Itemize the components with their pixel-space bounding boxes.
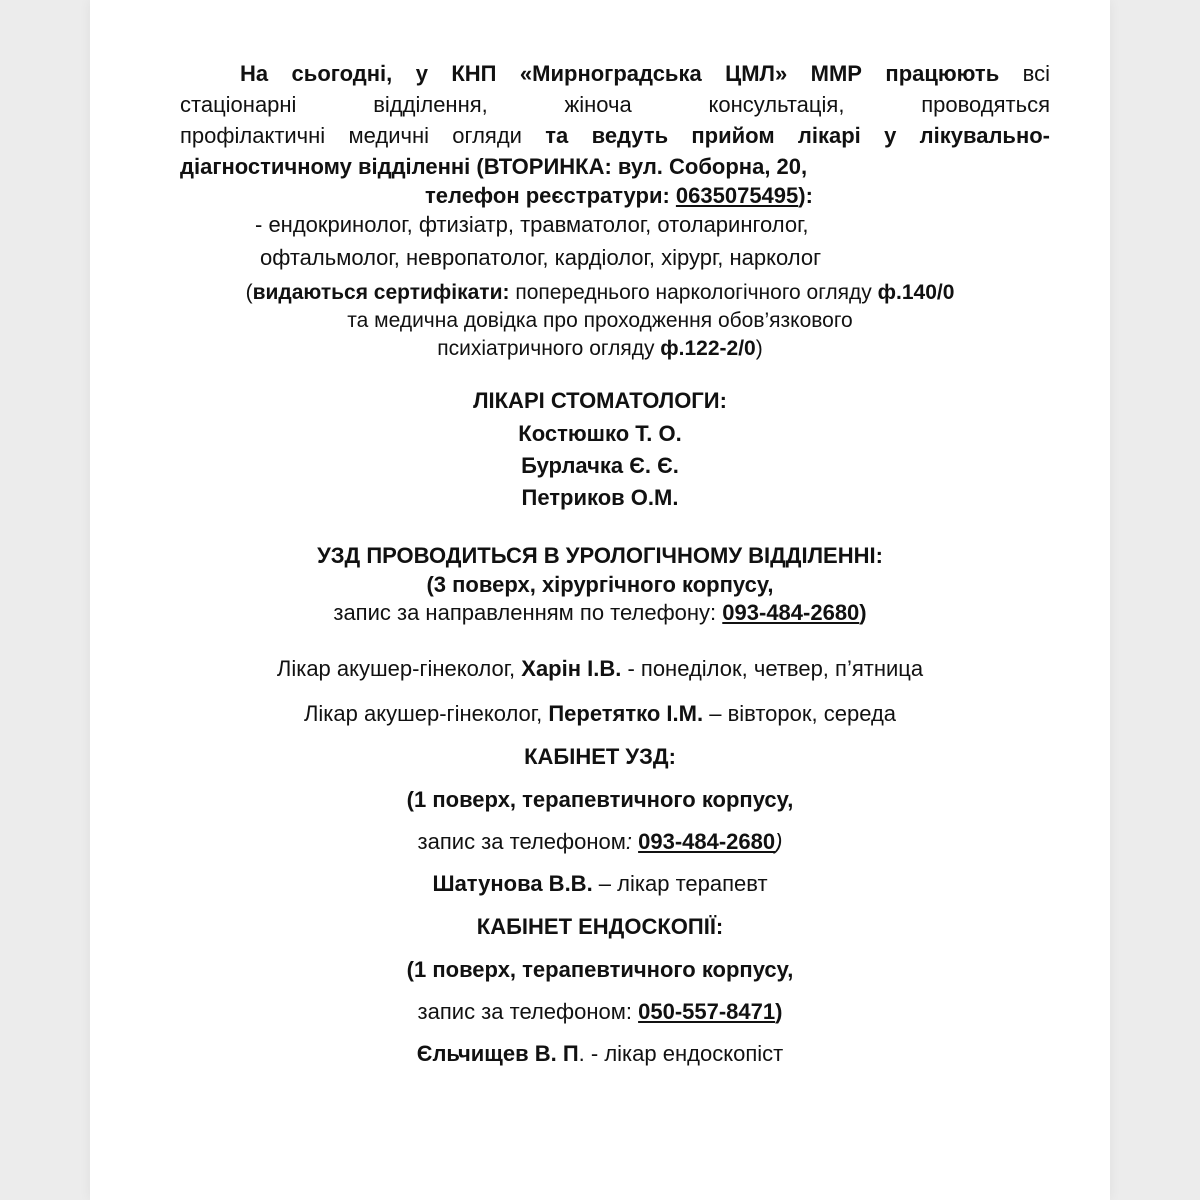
intro-line-3 [180, 123, 1050, 149]
intro-line-1 [180, 61, 1050, 87]
uzd-room-heading: КАБІНЕТ УЗД: [524, 744, 676, 769]
specialists-line-1: - ендокринолог, фтизіатр, травматолог, отоларинголог, [255, 212, 809, 237]
gynecologist-line [90, 656, 1110, 682]
uzd-room-doctor-role: – лікар терапевт [592, 871, 768, 896]
endoscopy-doctor-role: . - лікар ендоскопіст [578, 1041, 784, 1066]
urology-close-paren: ) [859, 600, 867, 625]
endoscopy-doctor [90, 1041, 1110, 1067]
form-140-label: ф.140/0 [877, 281, 955, 304]
uzd-room-location: (1 поверх, терапевтичного корпусу, [406, 787, 794, 812]
uzd-room-colon: : [625, 829, 639, 854]
certificates-open-paren: ( [245, 281, 253, 304]
endoscopy-appointment-text: запис за телефоном: [417, 999, 639, 1024]
endoscopy-heading: КАБІНЕТ ЕНДОСКОПІЇ: [476, 914, 724, 939]
dentist-name: Петриков О.М. [521, 485, 679, 510]
urology-appointment-text: запис за направленням по телефону: [333, 600, 723, 625]
uzd-room-doctor [90, 871, 1110, 897]
endoscopy-close-paren: ) [775, 999, 783, 1024]
uzd-room-close-paren: ) [775, 829, 783, 854]
certificates-label: видаються сертифікати: [252, 281, 510, 304]
intro-word: жіноча [564, 92, 632, 117]
uzd-room-phone-link[interactable]: 093-484-2680 [638, 829, 776, 854]
registry-phone-link[interactable]: 0635075495 [675, 183, 799, 208]
intro-bold-text: та ведуть прийом лікарі у лікувально- [545, 123, 1050, 148]
urology-uzd-heading: УЗД ПРОВОДИТЬСЯ В УРОЛОГІЧНОМУ ВІДДІЛЕННІ: [317, 543, 883, 568]
intro-line-4: діагностичному відділенні (ВТОРИНКА: вул. Соборна, 20, [180, 154, 808, 179]
endoscopy-phone-link[interactable]: 050-557-8471 [638, 999, 776, 1024]
registry-phone-close: ): [798, 183, 813, 208]
certificates-text: попереднього наркологічного огляду [509, 281, 878, 304]
registry-phone-line [425, 183, 813, 209]
certificates-line-1 [90, 280, 1110, 306]
intro-word: проводяться [921, 92, 1050, 117]
uzd-room-doctor-name: Шатунова В.В. [432, 871, 593, 896]
certificates-close-paren: ) [755, 337, 763, 360]
specialists-line-2: офтальмолог, невропатолог, кардіолог, хірург, нарколог [260, 245, 822, 270]
intro-word: консультація, [708, 92, 845, 117]
intro-lead-rest: всі [999, 61, 1050, 86]
registry-phone-label: телефон реєстратури: [425, 183, 676, 208]
intro-word: стаціонарні [180, 92, 297, 117]
urology-uzd-appointment [90, 600, 1110, 626]
dentist-name: Бурлачка Є. Є. [521, 453, 679, 478]
certificates-text-3: психіатричного огляду [437, 337, 661, 360]
endoscopy-appointment [90, 999, 1110, 1025]
uzd-room-appointment [90, 829, 1110, 855]
dentist-name: Костюшко Т. О. [518, 421, 682, 446]
urology-phone-link[interactable]: 093-484-2680 [722, 600, 860, 625]
urology-uzd-location: (3 поверх, хірургічного корпусу, [426, 572, 774, 597]
intro-bold-lead: На сьогодні, у КНП «Мирноградська ЦМЛ» ММР працюють [240, 61, 1000, 86]
uzd-room-appointment-text: запис за телефоном [417, 829, 626, 854]
certificates-line-2: та медична довідка про проходження обов’язкового [347, 309, 853, 332]
gynecologist-name: Харін І.В. [521, 656, 622, 681]
gynecologist-prefix: Лікар акушер-гінеколог, [303, 701, 549, 726]
dentists-heading: ЛІКАРІ СТОМАТОЛОГИ: [473, 388, 727, 413]
gynecologist-schedule: - понеділок, четвер, п’ятница [621, 656, 924, 681]
intro-line-2 [180, 92, 1050, 118]
document-page [90, 0, 1110, 1200]
gynecologist-schedule: – вівторок, середа [703, 701, 897, 726]
form-122-label: ф.122-2/0 [660, 337, 756, 360]
gynecologist-prefix: Лікар акушер-гінеколог, [276, 656, 522, 681]
intro-normal-text: профілактичні медичні огляди [180, 123, 546, 148]
intro-word: відділення, [373, 92, 488, 117]
endoscopy-doctor-name: Єльчищев В. П [416, 1041, 579, 1066]
endoscopy-location: (1 поверх, терапевтичного корпусу, [406, 957, 794, 982]
gynecologist-line [90, 701, 1110, 727]
document-body [90, 0, 1110, 1200]
certificates-line-3 [90, 336, 1110, 362]
gynecologist-name: Перетятко І.М. [548, 701, 704, 726]
